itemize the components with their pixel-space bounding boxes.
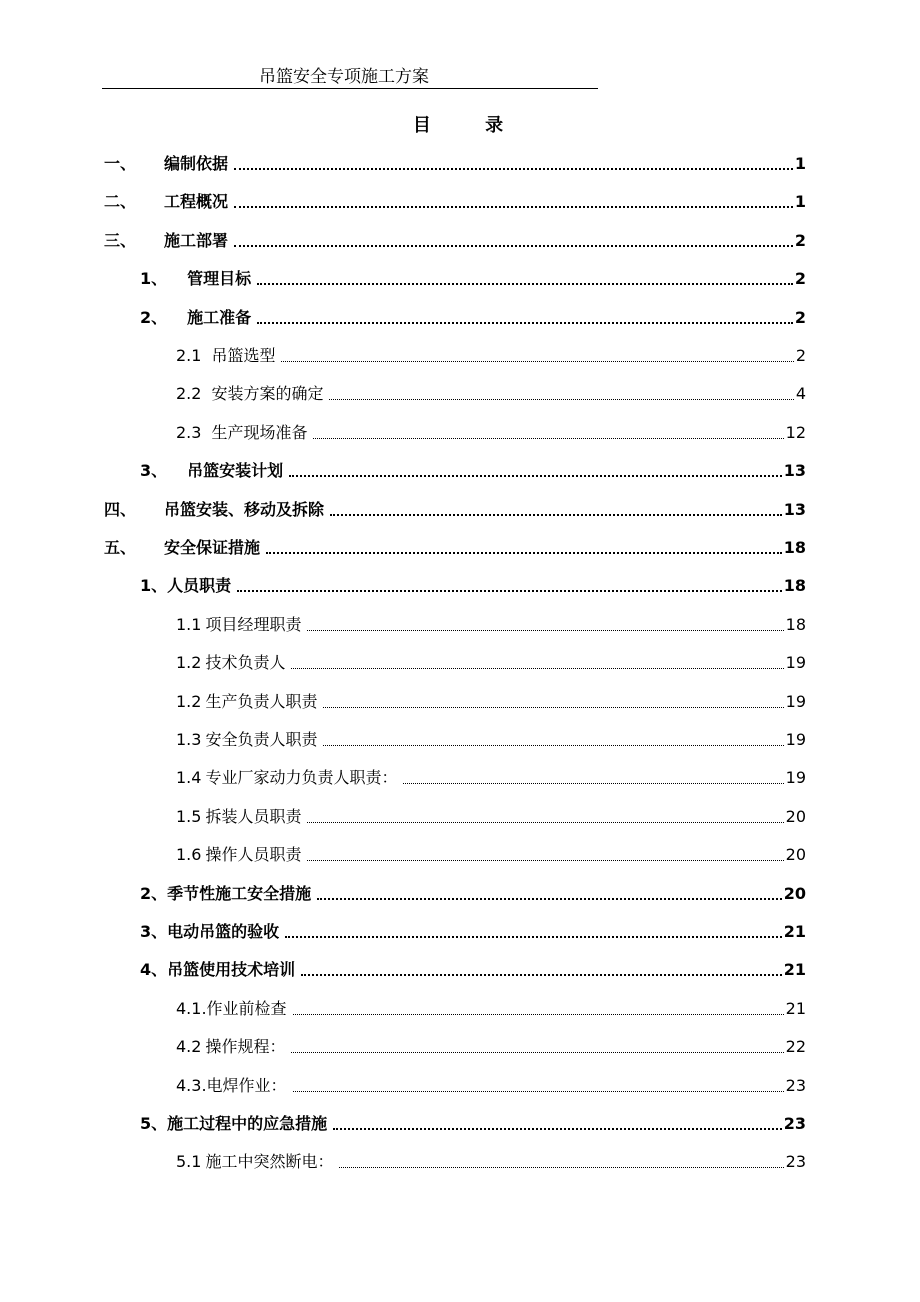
header-title: 吊篮安全专项施工方案	[259, 67, 429, 87]
toc-entry-page: 2	[794, 269, 806, 289]
toc-entry-label	[140, 460, 283, 482]
toc-entry-page: 18	[783, 538, 806, 557]
toc-entry-page: 2	[795, 346, 806, 365]
toc-leader-dots	[291, 1052, 783, 1053]
toc-entry[interactable]	[176, 1149, 806, 1173]
toc-entry-label	[140, 883, 311, 905]
toc-leader-dots	[307, 860, 783, 861]
toc-entry-page: 4	[795, 384, 806, 404]
toc-entry-number: 2、	[140, 883, 168, 903]
toc-entry-page: 21	[785, 998, 806, 1018]
toc-entry-page: 13	[783, 461, 806, 481]
toc-entry-number: 2.1	[176, 346, 202, 365]
toc-leader-dots	[403, 783, 783, 784]
toc-entry-title: 操作规程：	[205, 1037, 286, 1057]
toc-entry-number: 3、	[140, 461, 168, 481]
toc-leader-dots	[266, 552, 782, 554]
toc-entry-title: 安全保证措施	[164, 538, 261, 557]
toc-entry[interactable]	[176, 420, 806, 444]
toc-entry-title: 编制依据	[164, 154, 229, 173]
toc-entry[interactable]	[176, 996, 806, 1020]
toc-entry-title: 管理目标	[187, 269, 252, 289]
toc-entry[interactable]	[104, 497, 806, 521]
toc-entry-label	[176, 652, 285, 674]
toc-entry-number: 五、	[104, 538, 137, 557]
toc-entry-number: 三、	[104, 230, 137, 250]
toc-entry-label	[176, 998, 287, 1020]
toc-entry-page: 13	[783, 499, 806, 519]
toc-entry-title: 施工中突然断电：	[205, 1152, 334, 1172]
toc-entry-number: 4、	[140, 960, 168, 980]
toc-leader-dots	[307, 822, 783, 823]
toc-entry-title: 吊篮安装、移动及拆除	[164, 499, 325, 519]
toc-entry-number: 1.5	[176, 806, 202, 826]
toc-entry-page: 19	[785, 768, 806, 788]
toc-entry-page: 20	[785, 845, 806, 865]
toc-entry-page: 18	[785, 614, 806, 634]
toc-entry-page: 19	[785, 691, 806, 711]
toc-leader-dots	[257, 322, 793, 324]
toc-entry[interactable]	[140, 881, 806, 905]
toc-entry-label	[176, 383, 323, 405]
toc-entry[interactable]	[140, 957, 806, 981]
toc-leader-dots	[234, 245, 793, 247]
toc-entry-title: 生产负责人职责	[205, 691, 318, 711]
toc-entry-title: 生产现场准备	[211, 422, 308, 442]
toc-entry-title: 技术负责人	[205, 653, 286, 673]
toc-entry-number: 2.3	[176, 422, 202, 442]
toc-leader-dots	[285, 936, 782, 938]
toc-entry-label	[104, 499, 324, 521]
toc-leader-dots	[323, 707, 783, 708]
toc-leader-dots	[313, 438, 783, 439]
toc-entry-number: 1.1	[176, 614, 202, 634]
toc-leader-dots	[339, 1167, 783, 1168]
toc-entry-label	[176, 614, 301, 636]
toc-entry[interactable]	[104, 189, 806, 213]
toc-entry-number: 一、	[104, 154, 137, 173]
toc-entry-page: 21	[783, 960, 806, 980]
toc-entry-title: 施工过程中的应急措施	[167, 1114, 328, 1133]
toc-entry-label	[104, 153, 228, 175]
toc-entry-label	[176, 1151, 333, 1173]
toc-entry-number: 5、	[140, 1114, 168, 1133]
toc-entry-title: 电动吊篮的验收	[167, 922, 280, 941]
toc-entry-label	[176, 691, 317, 713]
toc-entry[interactable]	[104, 228, 806, 252]
toc-entry[interactable]	[176, 689, 806, 713]
toc-entry[interactable]	[176, 650, 806, 674]
toc-entry-number: 5.1	[176, 1152, 202, 1172]
toc-entry-title: 项目经理职责	[205, 614, 302, 634]
toc-entry-title: 施工部署	[164, 230, 229, 250]
toc-entry-title: 安装方案的确定	[211, 384, 324, 404]
toc-leader-dots	[333, 1128, 782, 1130]
toc-entry-number: 2、	[140, 307, 168, 327]
toc-title: 目 录	[412, 115, 528, 136]
toc-entry-label	[140, 575, 231, 597]
toc-entry-label	[176, 345, 275, 367]
toc-entry-label	[140, 268, 251, 290]
toc-leader-dots	[307, 630, 783, 631]
toc-entry-number: 3、	[140, 922, 168, 941]
toc-entry-page: 18	[783, 576, 806, 596]
toc-entry-label	[140, 959, 295, 981]
toc-entry-title: 吊篮选型	[211, 346, 276, 365]
toc-leader-dots	[301, 974, 782, 976]
toc-entry-number: 1.6	[176, 845, 202, 865]
toc-entry-number: 二、	[104, 192, 137, 212]
toc-entry-title: 吊篮安装计划	[187, 461, 284, 481]
toc-entry-title: 拆装人员职责	[205, 806, 302, 826]
toc-entry-number: 1、	[140, 576, 168, 596]
toc-entry-number: 四、	[104, 499, 137, 519]
toc-entry-label	[176, 1075, 287, 1097]
toc-leader-dots	[289, 475, 782, 477]
toc-entry-page: 2	[794, 307, 806, 327]
toc-entry[interactable]	[140, 573, 806, 597]
toc-entry-number: 1.2	[176, 691, 202, 711]
toc-entry-number: 2.2	[176, 384, 202, 404]
toc-entry[interactable]	[140, 266, 806, 290]
toc-entry-page: 23	[785, 1075, 806, 1095]
toc-entry-page: 20	[785, 806, 806, 826]
toc-entry-page: 22	[785, 1037, 806, 1057]
toc-entry-label	[140, 307, 251, 329]
toc-entry-title: 操作人员职责	[205, 845, 302, 865]
toc-entry-title: 专业厂家动力负责人职责：	[205, 768, 398, 788]
toc-entry-number: 1.4	[176, 768, 202, 788]
toc-entry[interactable]	[176, 381, 806, 405]
toc-entry-label	[176, 844, 301, 866]
toc-entry-label	[140, 921, 279, 943]
toc-entry[interactable]	[104, 151, 806, 175]
toc-entry-label	[176, 422, 307, 444]
toc-entry[interactable]	[176, 804, 806, 828]
toc-entry-title: 作业前检查	[206, 998, 287, 1018]
toc-leader-dots	[291, 668, 783, 669]
toc-entry-title: 季节性施工安全措施	[167, 883, 312, 903]
toc-entry[interactable]	[176, 765, 806, 789]
toc-entry-number: 4.1.	[176, 998, 207, 1018]
toc-entry[interactable]	[176, 727, 806, 751]
toc-entry-number: 1.2	[176, 653, 202, 673]
toc-entry-label	[140, 1113, 327, 1135]
toc-entry-label	[104, 537, 260, 559]
toc-entry-page: 23	[785, 1152, 806, 1172]
toc-entry-label	[176, 806, 301, 828]
toc-entry-title: 工程概况	[164, 192, 229, 212]
toc-leader-dots	[237, 590, 782, 592]
toc-entry-page: 23	[783, 1114, 806, 1133]
toc-entry[interactable]	[176, 1034, 806, 1058]
toc-leader-dots	[281, 361, 793, 362]
toc-entry[interactable]	[176, 343, 806, 367]
toc-entry-title: 施工准备	[187, 307, 252, 327]
page-header	[102, 66, 598, 89]
toc-entry-number: 1、	[140, 269, 168, 289]
toc-entry-number: 4.2	[176, 1037, 202, 1057]
toc-entry-page: 19	[785, 730, 806, 749]
toc-entry[interactable]	[176, 612, 806, 636]
toc-entry-title: 吊篮使用技术培训	[167, 960, 296, 980]
toc-leader-dots	[293, 1014, 784, 1015]
toc-entry[interactable]	[140, 1111, 806, 1135]
toc-entry[interactable]	[140, 919, 806, 943]
toc-entry-page: 2	[794, 230, 806, 250]
toc-entry-page: 1	[794, 192, 806, 212]
toc-entry-label	[176, 729, 317, 751]
toc-leader-dots	[317, 898, 782, 900]
toc-entry-page: 19	[785, 653, 806, 673]
toc-entry-page: 20	[783, 883, 806, 903]
toc-entry[interactable]	[140, 305, 806, 329]
toc-entry-title: 安全负责人职责	[205, 730, 318, 749]
toc-leader-dots	[257, 283, 793, 285]
toc-entry-number: 1.3	[176, 730, 202, 749]
toc-entry-label	[176, 767, 397, 789]
toc-leader-dots	[330, 514, 782, 516]
toc-entry-title: 人员职责	[167, 576, 232, 596]
toc-entry-page: 21	[783, 922, 806, 941]
toc-entry-title: 电焊作业：	[206, 1075, 287, 1095]
toc-entry-page: 12	[785, 422, 806, 442]
toc-entry-number: 4.3.	[176, 1075, 207, 1095]
toc-leader-dots	[323, 745, 783, 746]
toc-entry[interactable]	[104, 535, 806, 559]
toc-leader-dots	[234, 168, 793, 170]
toc-entry[interactable]	[140, 458, 806, 482]
toc-entry-label	[104, 191, 228, 213]
toc-entry-label	[104, 230, 228, 252]
toc-entry[interactable]	[176, 1073, 806, 1097]
toc-entry[interactable]	[176, 842, 806, 866]
toc-entry-label	[176, 1036, 285, 1058]
toc-leader-dots	[234, 206, 793, 208]
toc-leader-dots	[329, 399, 793, 400]
toc-leader-dots	[293, 1091, 784, 1092]
toc-entry-page: 1	[794, 154, 806, 173]
